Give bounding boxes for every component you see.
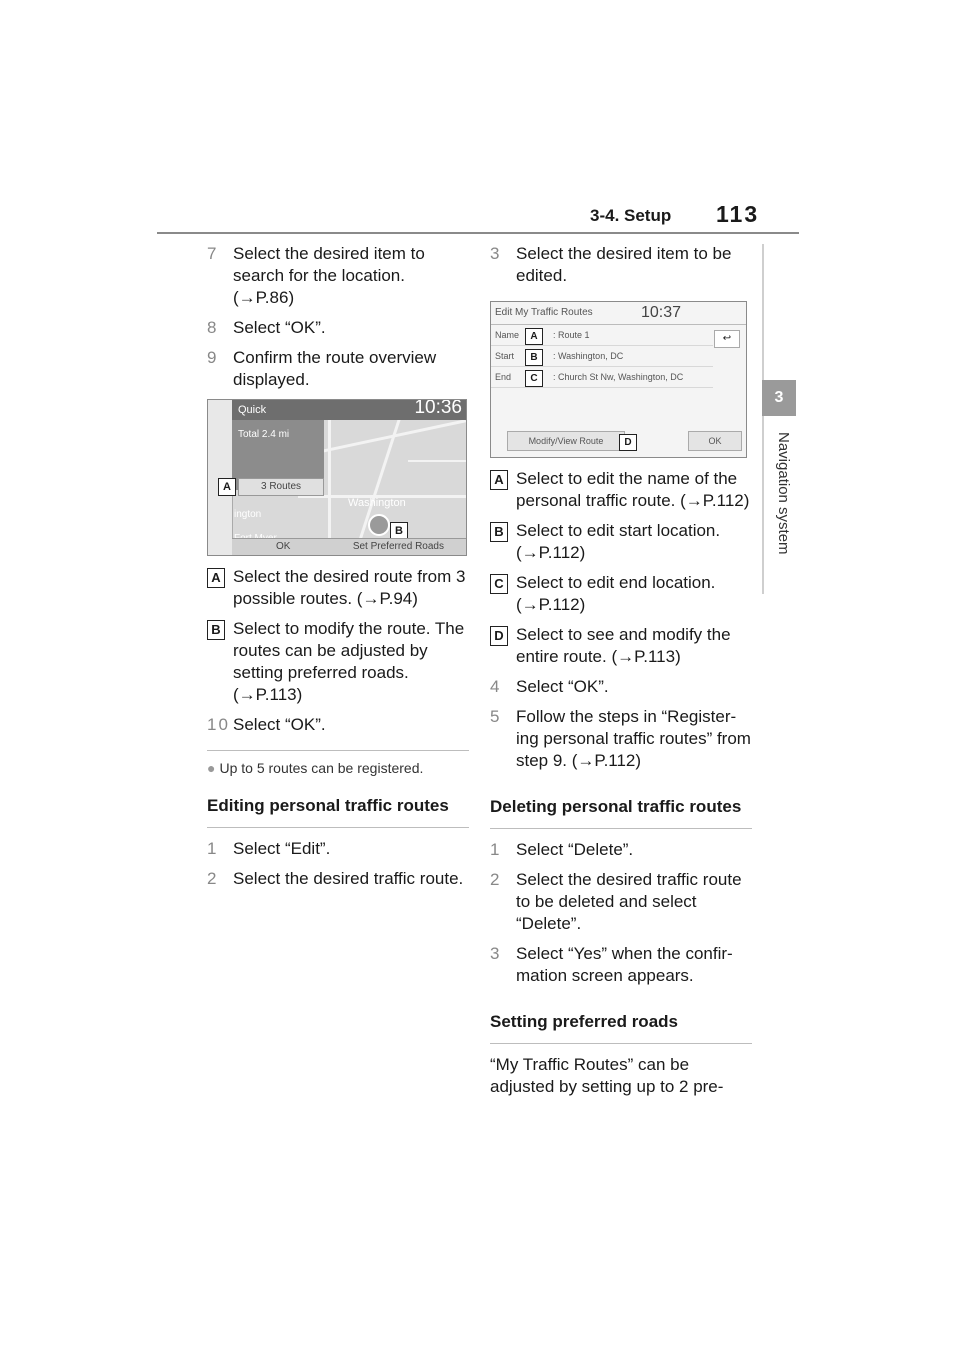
delete-step-3: 3 Select “Yes” when the confir-mation screen appears.	[490, 944, 733, 985]
callout-b: B Select to modify the route. The routes can be adjusted by setting preferred roads. (→P.113)	[207, 618, 469, 706]
callout-a-right: A Select to edit the name of the personal traffic route. (→P.112)	[490, 468, 752, 512]
header-rule	[157, 232, 799, 234]
edit-step-5: 5 Follow the steps in “Register-ing personal traffic routes” from step 9. (→P.112)	[490, 707, 751, 770]
set-preferred-roads-button[interactable]: Set Preferred Roads	[352, 541, 444, 552]
left-column	[207, 243, 469, 898]
callout-c-marker: C	[525, 370, 543, 387]
back-icon[interactable]: ↩	[714, 330, 740, 348]
route-overview-screenshot	[207, 399, 467, 556]
page-number: 113	[716, 201, 760, 227]
map-clock: 10:36	[414, 399, 462, 418]
edit-title-bar: Edit My Traffic Routes 10:37	[491, 302, 746, 325]
bullet-icon: ●	[207, 760, 216, 776]
step-7: 7 Select the desired item to search for the location. (→P.86)	[207, 244, 425, 307]
callout-c-right: C Select to edit end location. (→P.112)	[490, 572, 752, 616]
edit-row-start[interactable]: Start : Washington, DC	[491, 346, 713, 367]
map-ok-button[interactable]: OK	[276, 541, 291, 552]
edit-step-3: 3 Select the desired item to be edited.	[490, 244, 732, 285]
callout-b-right: B Select to edit start location. (→P.112)	[490, 520, 752, 564]
step-9: 9 Confirm the route overview displayed.	[207, 348, 437, 389]
map-bottom-bar	[232, 538, 466, 555]
section-preferred-roads: Setting preferred roads	[490, 995, 752, 1044]
section-title: 3-4. Setup	[590, 206, 672, 225]
callout-d-marker: D	[619, 434, 637, 451]
edit-ok-button[interactable]: OK	[688, 431, 742, 451]
edit-step-2: 2 Select the desired traffic route.	[207, 869, 464, 888]
step-8: 8 Select “OK”.	[207, 318, 326, 337]
route-summary-panel: Total 2.4 mi	[232, 420, 324, 490]
chapter-tab: 3	[762, 380, 796, 416]
preferred-roads-paragraph: “My Traffic Routes” can be adjusted by setting up to 2 pre-	[490, 1055, 724, 1096]
map-title-bar: Quick 10:36	[232, 400, 466, 420]
callout-b-marker: B	[525, 349, 543, 366]
callout-b-marker: B	[390, 522, 408, 540]
delete-step-1: 1 Select “Delete”.	[490, 840, 634, 859]
callout-a-marker: A	[218, 478, 236, 496]
edit-row-end[interactable]: End : Church St Nw, Washington, DC	[491, 367, 713, 388]
edit-routes-screenshot	[490, 301, 747, 458]
map-label-ington: ington	[234, 509, 262, 520]
callout-a-marker: A	[525, 328, 543, 345]
compass-icon	[368, 514, 390, 536]
right-column	[490, 243, 752, 1098]
delete-step-2: 2 Select the desired traffic route to be deleted and select “Delete”.	[490, 870, 742, 933]
callout-a: A Select the desired route from 3 possible routes. (→P.94)	[207, 566, 469, 610]
edit-row-name[interactable]: Name : Route 1	[491, 325, 713, 346]
edit-clock: 10:37	[641, 304, 682, 321]
edit-step-1: 1 Select “Edit”.	[207, 839, 331, 858]
callout-d-right: D Select to see and modify the entire route. (→P.113)	[490, 624, 752, 668]
map-label-washington: Washington	[348, 497, 406, 509]
modify-view-route-button[interactable]: Modify/View Route	[507, 431, 625, 451]
chapter-label: Navigation system	[775, 432, 792, 555]
section-deleting: Deleting personal traffic routes	[490, 780, 752, 829]
note: ● Up to 5 routes can be registered.	[207, 750, 469, 779]
step-10: 10 Select “OK”.	[207, 715, 326, 734]
routes-button[interactable]: 3 Routes	[238, 478, 324, 496]
section-editing: Editing personal traffic routes	[207, 779, 469, 828]
side-bar	[762, 244, 764, 594]
edit-step-4: 4 Select “OK”.	[490, 677, 609, 696]
